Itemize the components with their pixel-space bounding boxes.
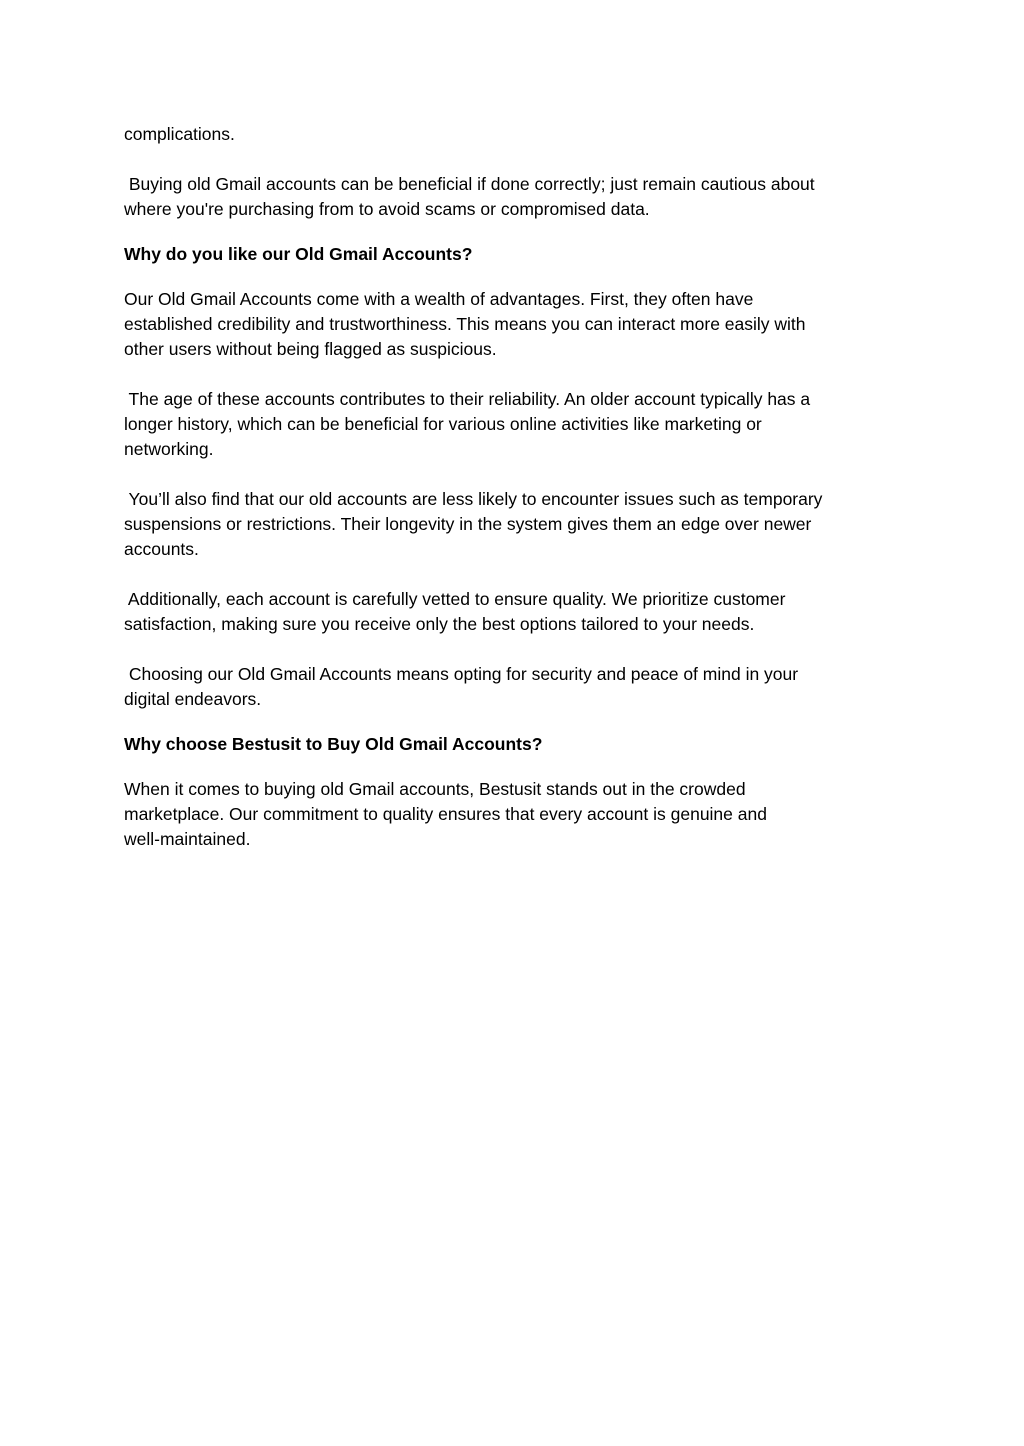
text-line: established credibility and trustworthiness. This means you can interact more easily with	[124, 314, 806, 334]
text-line: well-maintained.	[124, 829, 251, 849]
paragraph-buying-old-accounts	[124, 172, 894, 222]
text-line: digital endeavors.	[124, 689, 262, 709]
text-line: marketplace. Our commitment to quality ensures that every account is genuine and	[124, 804, 767, 824]
paragraph-complications	[124, 122, 894, 147]
text-line: networking.	[124, 439, 214, 459]
heading-why-like: Why do you like our Old Gmail Accounts?	[124, 244, 473, 264]
blank-line	[124, 462, 894, 487]
heading-why-choose-bestusit: Why choose Bestusit to Buy Old Gmail Accounts?	[124, 734, 543, 754]
text-line: where you're purchasing from to avoid scams or compromised data.	[124, 199, 650, 219]
paragraph-fewer-issues	[124, 487, 894, 562]
blank-line	[124, 147, 894, 172]
paragraph-vetted-quality	[124, 587, 894, 637]
text-line: Additionally, each account is carefully vetted to ensure quality. We prioritize customer	[124, 589, 786, 609]
paragraph-choosing-security	[124, 662, 894, 712]
paragraph-bestusit-stands-out	[124, 777, 894, 852]
paragraph-advantages	[124, 287, 894, 362]
text-line: The age of these accounts contributes to their reliability. An older account typically has a	[124, 389, 811, 409]
text-line: satisfaction, making sure you receive only the best options tailored to your needs.	[124, 614, 755, 634]
text-line: accounts.	[124, 539, 199, 559]
document-page	[124, 122, 894, 852]
text-line: complications.	[124, 124, 235, 144]
blank-line	[124, 362, 894, 387]
text-line: Buying old Gmail accounts can be beneficial if done correctly; just remain cautious about	[124, 174, 815, 194]
text-line: When it comes to buying old Gmail accounts, Bestusit stands out in the crowded	[124, 779, 746, 799]
text-line: suspensions or restrictions. Their longevity in the system gives them an edge over newer	[124, 514, 812, 534]
text-line: other users without being flagged as suspicious.	[124, 339, 497, 359]
blank-line	[124, 637, 894, 662]
blank-line	[124, 562, 894, 587]
text-line: Our Old Gmail Accounts come with a wealth of advantages. First, they often have	[124, 289, 754, 309]
text-line: longer history, which can be beneficial for various online activities like marketing or	[124, 414, 762, 434]
text-line: You’ll also find that our old accounts are less likely to encounter issues such as temporary	[124, 489, 823, 509]
text-line: Choosing our Old Gmail Accounts means opting for security and peace of mind in your	[124, 664, 799, 684]
paragraph-age-reliability	[124, 387, 894, 462]
